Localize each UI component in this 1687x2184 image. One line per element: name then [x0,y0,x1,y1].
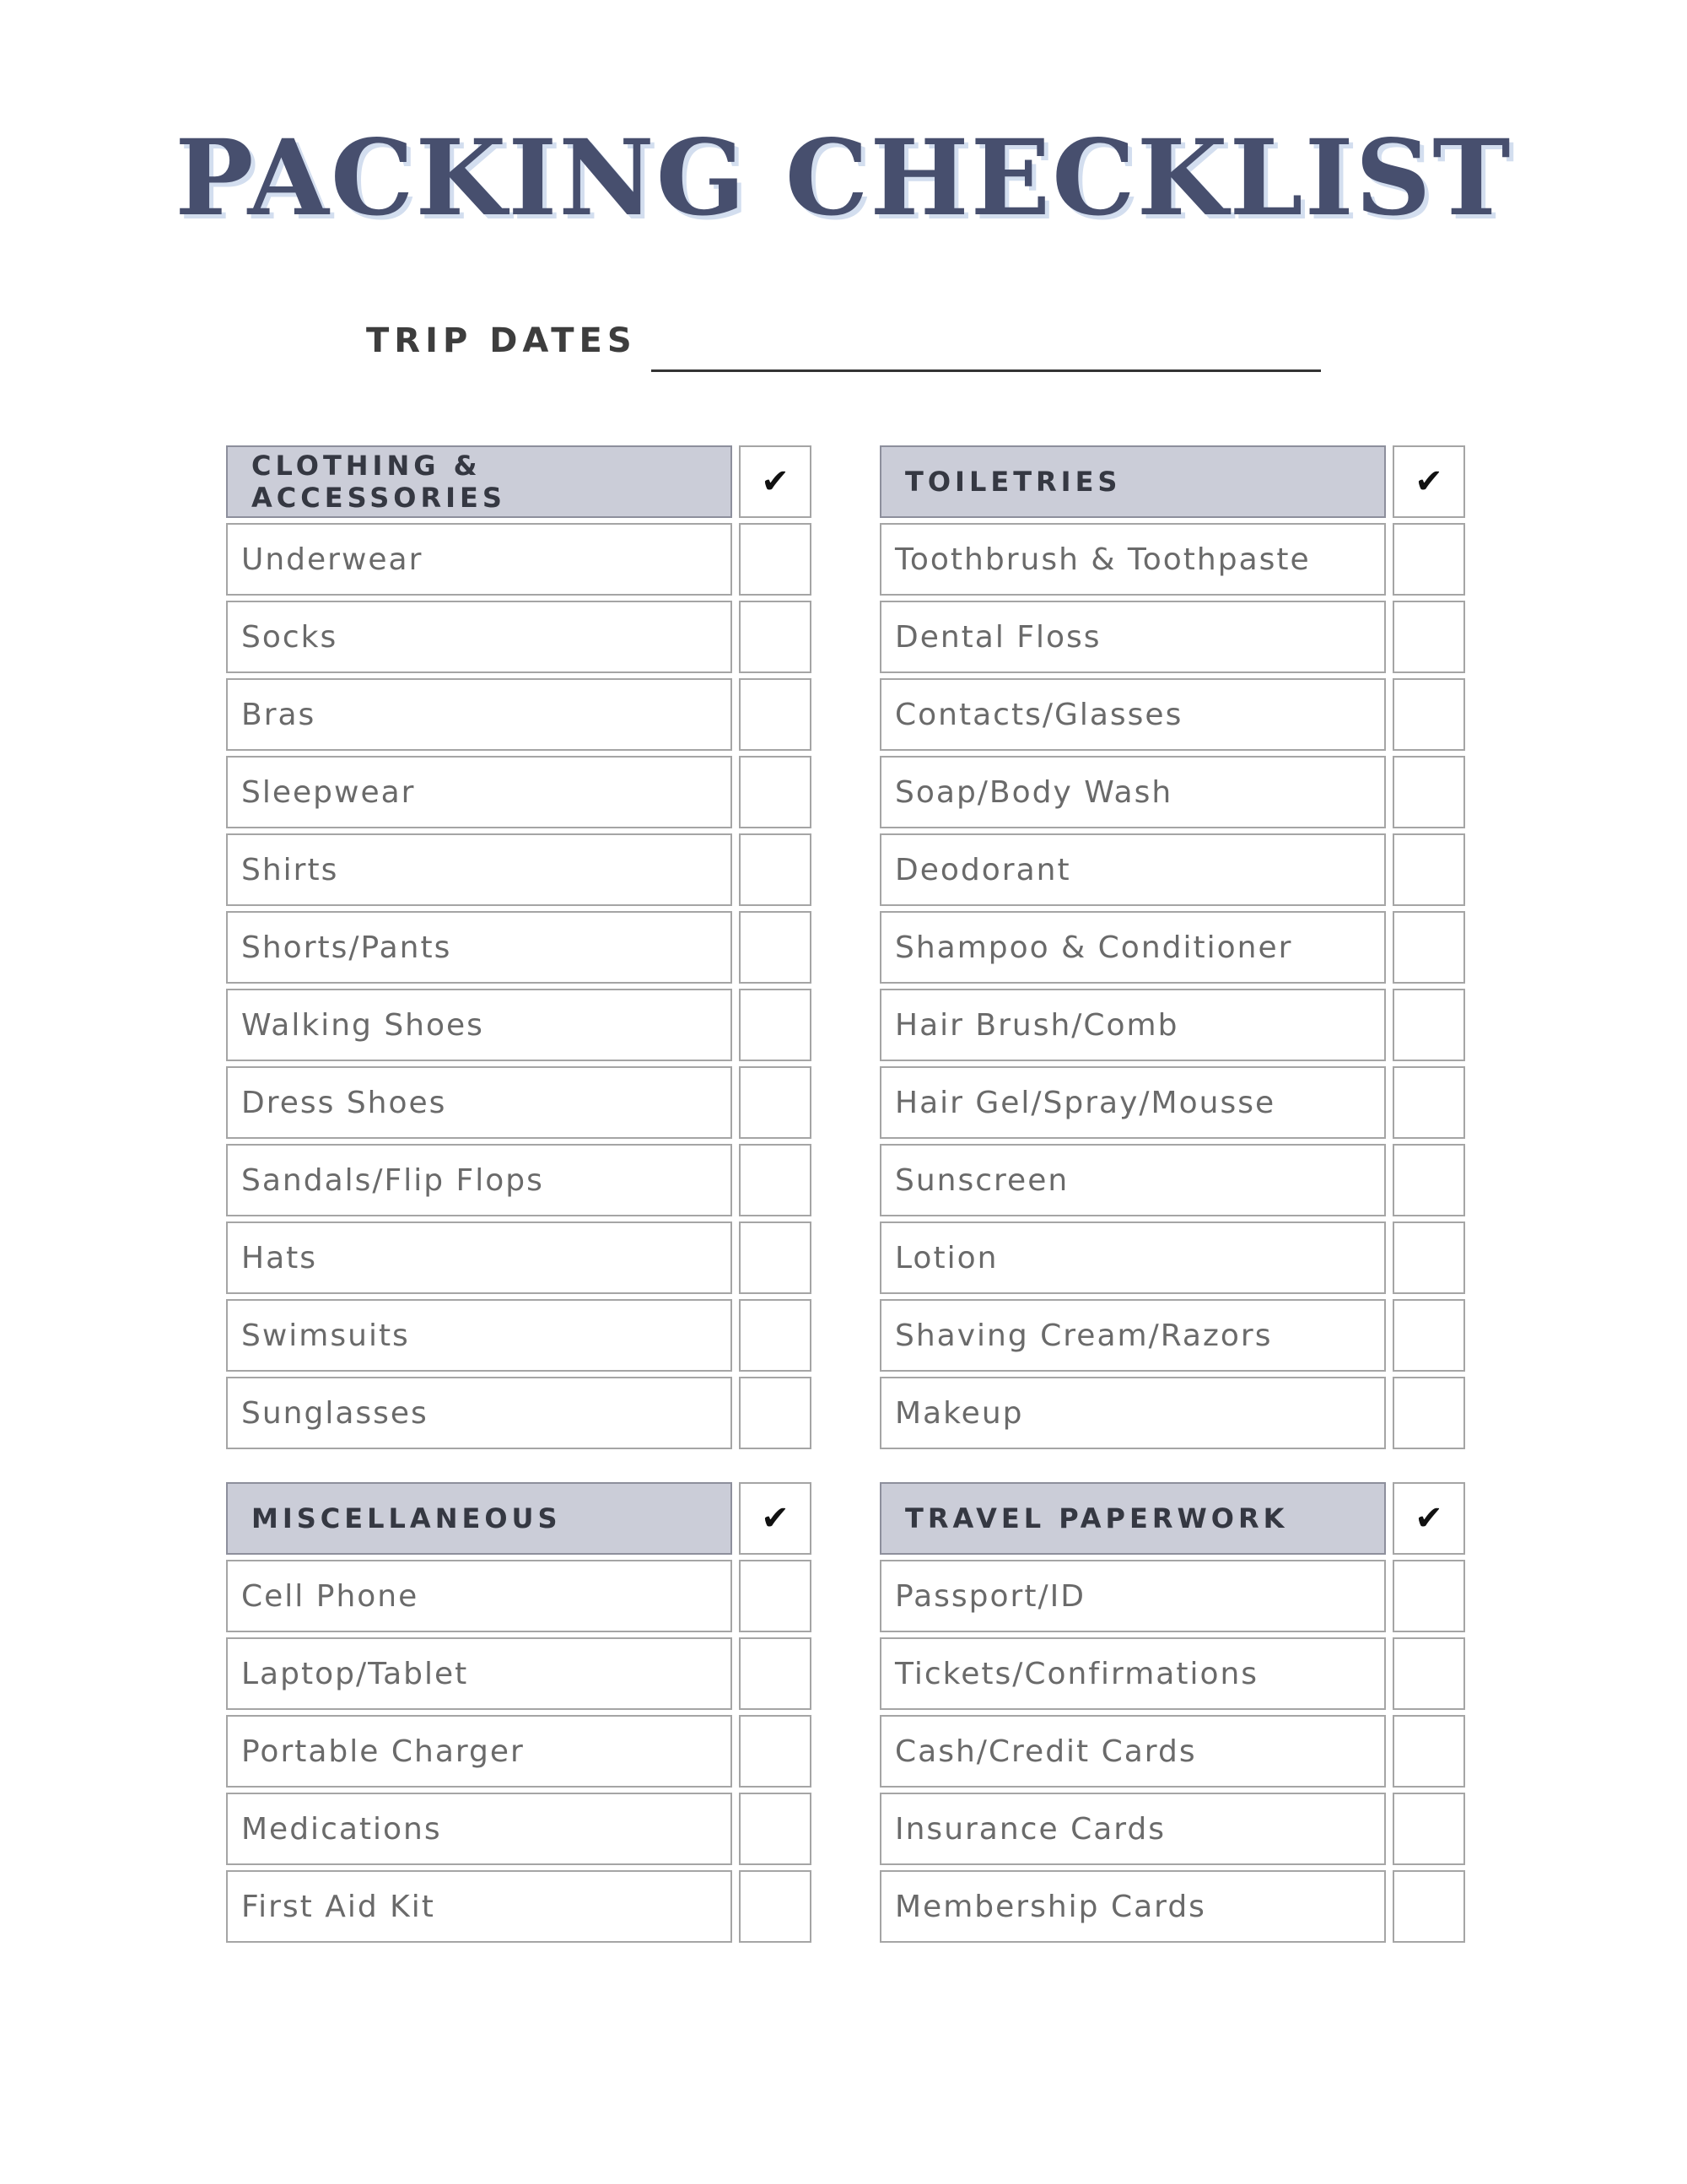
item-label: Socks [226,601,732,673]
item-checkbox[interactable] [1393,1066,1465,1139]
item-checkbox[interactable] [1393,678,1465,751]
item-checkbox[interactable] [1393,1299,1465,1372]
item-checkbox[interactable] [739,1144,811,1216]
item-checkbox[interactable] [739,678,811,751]
item-label: Dress Shoes [226,1066,732,1139]
item-checkbox[interactable] [739,1715,811,1788]
checklist-row [226,1221,811,1294]
checklist-row [226,678,811,751]
checklist-row [880,1221,1465,1294]
item-checkbox[interactable] [1393,833,1465,906]
item-label: Shampoo & Conditioner [880,911,1386,984]
section-header [226,445,811,518]
checklist-row [880,1793,1465,1865]
item-label: Swimsuits [226,1299,732,1372]
trip-dates-field[interactable] [651,369,1321,372]
item-label: Sunscreen [880,1144,1386,1216]
checklist-row [226,1144,811,1216]
item-checkbox[interactable] [1393,1637,1465,1710]
item-checkbox[interactable] [1393,601,1465,673]
item-checkbox[interactable] [739,1793,811,1865]
checklist-row [880,1299,1465,1372]
header-check-icon: ✔ [1393,1482,1465,1555]
item-checkbox[interactable] [739,601,811,673]
item-checkbox[interactable] [739,989,811,1061]
section-header [880,1482,1465,1555]
checklist-row [880,1066,1465,1139]
section-title: TRAVEL PAPERWORK [880,1482,1386,1555]
item-checkbox[interactable] [1393,989,1465,1061]
item-label: Shaving Cream/Razors [880,1299,1386,1372]
item-checkbox[interactable] [1393,523,1465,596]
checklist-row [226,756,811,828]
page-title: PACKING CHECKLIST [175,117,1512,240]
checklist-row [226,1066,811,1139]
item-label: Portable Charger [226,1715,732,1788]
item-label: Lotion [880,1221,1386,1294]
checklist-row [880,756,1465,828]
checklist-row [226,1793,811,1865]
item-label: Laptop/Tablet [226,1637,732,1710]
checklist-row [226,601,811,673]
item-label: First Aid Kit [226,1870,732,1943]
item-label: Cash/Credit Cards [880,1715,1386,1788]
item-checkbox[interactable] [1393,1793,1465,1865]
item-label: Cell Phone [226,1560,732,1632]
checklist-row [226,1637,811,1710]
item-label: Hair Brush/Comb [880,989,1386,1061]
item-checkbox[interactable] [739,833,811,906]
section-title: MISCELLANEOUS [226,1482,732,1555]
checklist-row [226,911,811,984]
item-label: Sunglasses [226,1377,732,1449]
header-check-icon: ✔ [739,1482,811,1555]
checklist-row [880,989,1465,1061]
checklist-row [226,1715,811,1788]
checklist-row [880,833,1465,906]
checklist-row [880,911,1465,984]
checklist-row [226,1377,811,1449]
checklist-row [226,523,811,596]
clothing-section [226,445,811,1454]
item-checkbox[interactable] [739,1066,811,1139]
item-label: Dental Floss [880,601,1386,673]
checklist-row [880,678,1465,751]
item-label: Insurance Cards [880,1793,1386,1865]
item-label: Shirts [226,833,732,906]
header-check-icon: ✔ [739,445,811,518]
item-checkbox[interactable] [1393,1560,1465,1632]
checklist-row [880,1715,1465,1788]
section-title: CLOTHING & ACCESSORIES [226,445,732,518]
section-header [226,1482,811,1555]
item-label: Underwear [226,523,732,596]
item-checkbox[interactable] [739,1299,811,1372]
trip-dates-label: TRIP DATES [366,321,637,360]
item-checkbox[interactable] [739,523,811,596]
checklist-row [880,601,1465,673]
item-label: Tickets/Confirmations [880,1637,1386,1710]
checklist-row [226,1299,811,1372]
item-label: Membership Cards [880,1870,1386,1943]
item-label: Makeup [880,1377,1386,1449]
item-label: Contacts/Glasses [880,678,1386,751]
item-checkbox[interactable] [739,1870,811,1943]
section-title: TOILETRIES [880,445,1386,518]
travel-paperwork-section [880,1482,1465,1948]
item-checkbox[interactable] [1393,1870,1465,1943]
item-checkbox[interactable] [739,1221,811,1294]
item-checkbox[interactable] [1393,1221,1465,1294]
item-checkbox[interactable] [739,1377,811,1449]
item-label: Toothbrush & Toothpaste [880,523,1386,596]
header-check-icon: ✔ [1393,445,1465,518]
checklist-row [880,523,1465,596]
item-label: Shorts/Pants [226,911,732,984]
item-checkbox[interactable] [1393,1715,1465,1788]
checklist-row [226,1560,811,1632]
item-checkbox[interactable] [1393,1377,1465,1449]
item-label: Passport/ID [880,1560,1386,1632]
item-checkbox[interactable] [1393,1144,1465,1216]
miscellaneous-section [226,1482,811,1948]
item-label: Walking Shoes [226,989,732,1061]
checklist-row [880,1637,1465,1710]
checklist-row [226,989,811,1061]
item-label: Soap/Body Wash [880,756,1386,828]
item-label: Medications [226,1793,732,1865]
item-checkbox[interactable] [1393,911,1465,984]
item-label: Hair Gel/Spray/Mousse [880,1066,1386,1139]
item-checkbox[interactable] [1393,756,1465,828]
checklist-row [226,1870,811,1943]
section-header [880,445,1465,518]
item-label: Bras [226,678,732,751]
checklist-row [880,1870,1465,1943]
item-checkbox[interactable] [739,1637,811,1710]
item-label: Sleepwear [226,756,732,828]
checklist-row [880,1144,1465,1216]
item-label: Hats [226,1221,732,1294]
checklist-row [880,1560,1465,1632]
item-label: Sandals/Flip Flops [226,1144,732,1216]
item-checkbox[interactable] [739,911,811,984]
checklist-row [880,1377,1465,1449]
toiletries-section [880,445,1465,1454]
item-label: Deodorant [880,833,1386,906]
item-checkbox[interactable] [739,1560,811,1632]
item-checkbox[interactable] [739,756,811,828]
checklist-row [226,833,811,906]
